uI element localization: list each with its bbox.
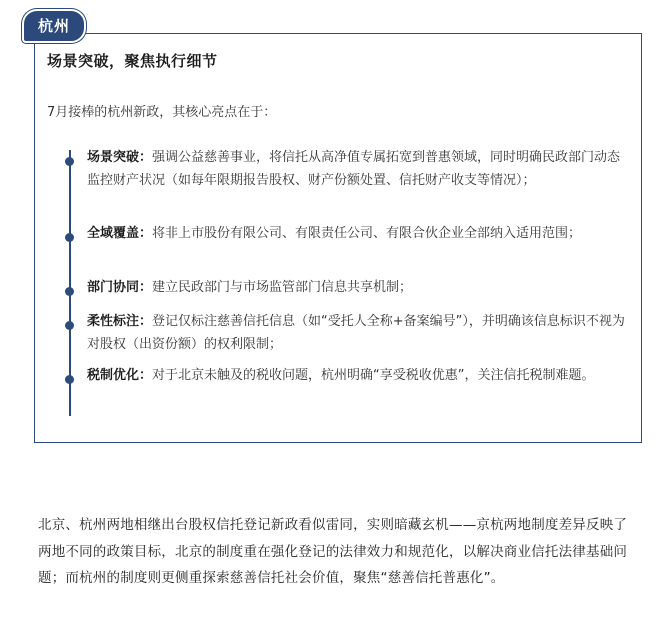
list-item	[87, 277, 627, 300]
item-text: 强调公益慈善事业，将信托从高净值专属拓宽到普惠领域，同时明确民政部门动态监控财产状况（如每年限期报告股权、财产份额处置、信托财产收支等情况）；	[87, 150, 621, 188]
intro-text: 7月接棒的杭州新政，其核心亮点在于：	[47, 105, 277, 120]
conclusion-paragraph: 北京、杭州两地相继出台股权信托登记新政看似雷同，实则暗藏玄机——京杭两地制度差异反映了两地不同的政策目标，北京的制度重在强化登记的法律效力和规范化，以解决商业信托法律基础问题；而杭州的制度则更侧重探索慈善信托社会价值，聚焦“慈善信托普惠化”。	[38, 517, 628, 586]
item-text: 对于北京未触及的税收问题，杭州明确“享受税收优惠”，关注信托税制难题。	[152, 368, 595, 383]
list-item	[87, 147, 627, 192]
item-label: 柔性标注：	[87, 314, 153, 329]
section-heading: 场景突破，聚焦执行细节	[47, 52, 218, 70]
item-label: 税制优化：	[87, 368, 153, 383]
timeline-dot	[65, 375, 74, 384]
timeline-dot	[65, 321, 74, 330]
item-text: 将非上市股份有限公司、有限责任公司、有限合伙企业全部纳入适用范围；	[152, 226, 582, 241]
item-label: 部门协同：	[87, 280, 153, 295]
item-label: 场景突破：	[87, 150, 153, 165]
list-item	[87, 365, 627, 388]
item-label: 全域覆盖：	[87, 226, 153, 241]
item-text: 建立民政部门与市场监管部门信息共享机制；	[152, 280, 413, 295]
timeline-dot	[65, 233, 74, 242]
list-item	[87, 311, 627, 356]
city-tag: 杭州	[22, 9, 86, 43]
list-item	[87, 223, 627, 246]
item-text: 登记仅标注慈善信托信息（如“受托人全称+备案编号”），并明确该信息标识不视为对股权（出资份额）的权利限制；	[87, 314, 625, 352]
timeline-dot	[65, 287, 74, 296]
timeline-dot	[65, 157, 74, 166]
